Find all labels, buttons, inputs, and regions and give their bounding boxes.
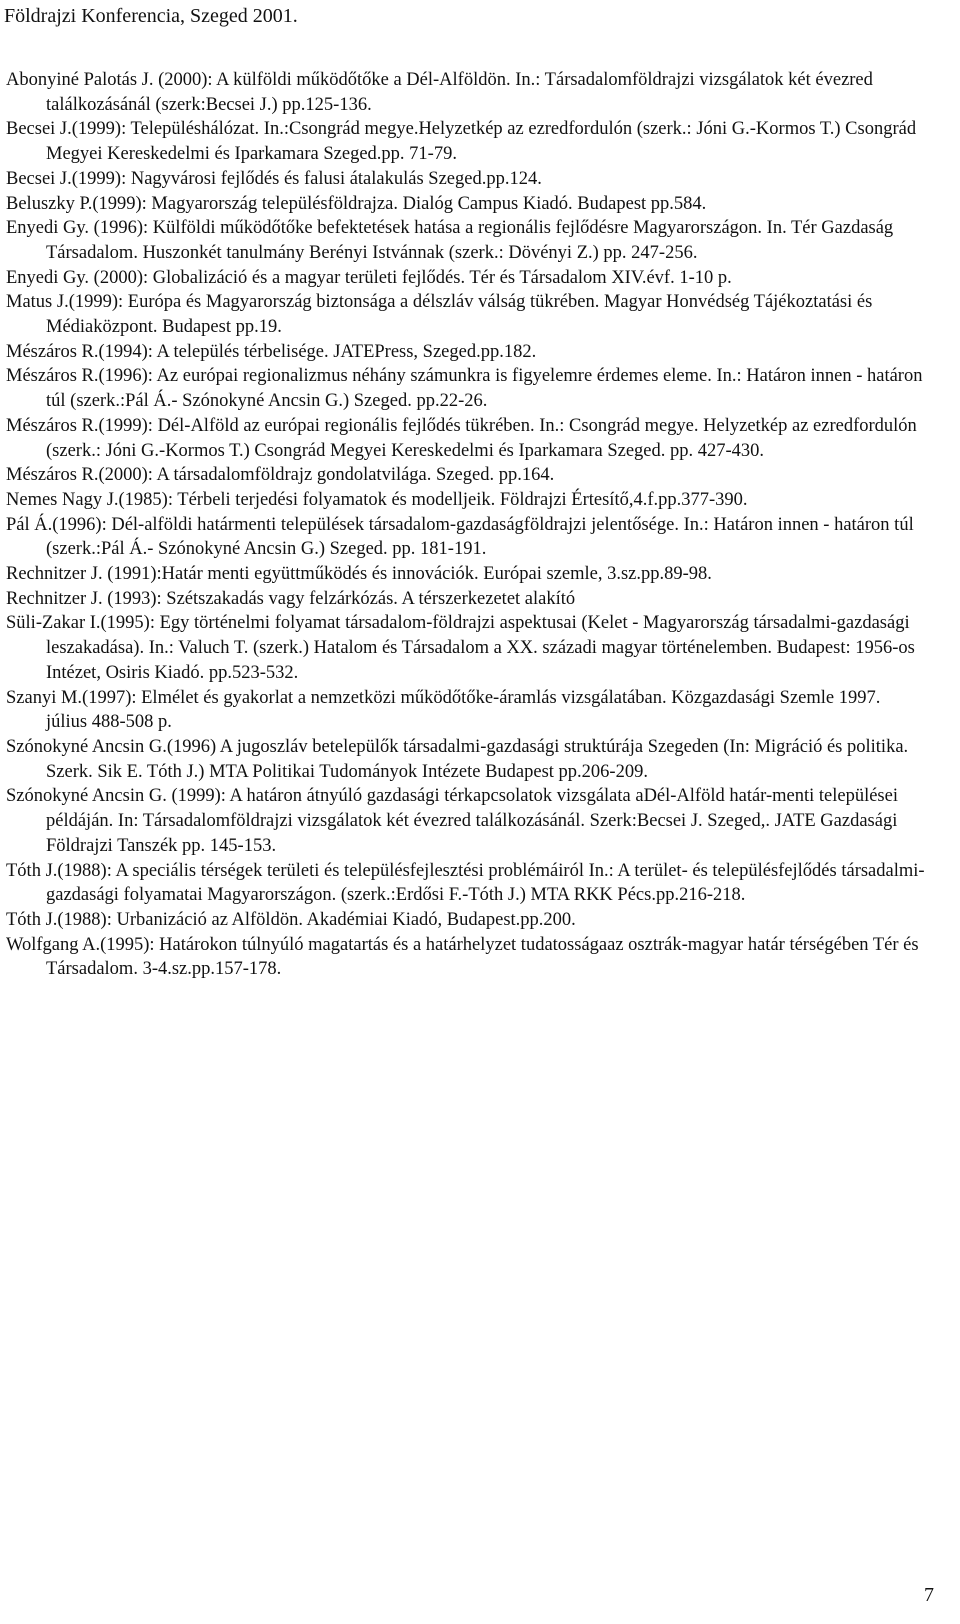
reference-item: Rechnitzer J. (1993): Szétszakadás vagy felzárkózás. A térszerkezetet alakító (6, 588, 576, 609)
reference-item: Mészáros R.(1996): Az európai regionalizmus néhány számunkra is figyelemre érdemes eleme. In.: Határon innen - határon túl (szerk.:Pál Á.- Szónokyné Ancsin G.) Szeged. pp.22-26. (6, 366, 923, 412)
reference-item: Mészáros R.(1994): A település térbelisége. JATEPress, Szeged.pp.182. (6, 341, 537, 362)
page-number: 7 (924, 1584, 934, 1606)
reference-item: Becsei J.(1999): Nagyvárosi fejlődés és falusi átalakulás Szeged.pp.124. (6, 168, 542, 189)
reference-item: Rechnitzer J. (1991):Határ menti együttműködés és innovációk. Európai szemle, 3.sz.pp.89-98. (6, 564, 712, 585)
reference-item: Mészáros R.(1999): Dél-Alföld az európai regionális fejlődés tükrében. In.: Csongrád megye. Helyzetkép az ezredfordulón (szerk.: Jóni G.-Kormos T.) Csongrád Megyei Kereskedelmi és Iparkamara Szeged. pp. 427-430. (6, 415, 917, 461)
reference-item: Tóth J.(1988): A speciális térségek területi és településfejlesztési problémáiról In.: A terület- és településfejlődés társadalmi-gazdasági folyamatai Magyarországon. (szerk.:Erdősi F.-Tóth J.) MTA RKK Pécs.pp.216-218. (6, 860, 925, 906)
reference-item: Matus J.(1999): Európa és Magyarország biztonsága a délszláv válság tükrében. Magyar Honvédség Tájékoztatási és Médiaközpont. Budapest pp.19. (6, 292, 873, 338)
reference-item: Tóth J.(1988): Urbanizáció az Alföldön. Akadémiai Kiadó, Budapest.pp.200. (6, 909, 576, 930)
reference-item: Szónokyné Ancsin G. (1999): A határon átnyúló gazdasági térkapcsolatok vizsgálata aDél-Alföld határ-menti települései példáján. In: Társadalomföldrajzi vizsgálatok két évezred találkozásánál. Szerk:Becsei J. Szeged,. JATE Gazdasági Földrajzi Tanszék pp. 145-153. (6, 786, 898, 856)
page-header: Földrajzi Konferencia, Szeged 2001. (4, 5, 298, 27)
reference-item: Becsei J.(1999): Településhálózat. In.:Csongrád megye.Helyzetkép az ezredfordulón (szerk.: Jóni G.-Kormos T.) Csongrád Megyei Kereskedelmi és Iparkamara Szeged.pp. 71-79. (6, 119, 917, 165)
reference-list (6, 68, 926, 982)
reference-item: Enyedi Gy. (1996): Külföldi működőtőke befektetések hatása a regionális fejlődésre Magyarországon. In. Tér Gazdaság Társadalom. Huszonkét tanulmány Berényi Istvánnak (szerk.: Dövényi Z.) pp. 247-256. (6, 218, 894, 263)
reference-item: Wolfgang A.(1995): Határokon túlnyúló magatartás és a határhelyzet tudatosságaaz osztrák-magyar határ térségében Tér és Társadalom. 3-4.sz.pp.157-178. (6, 934, 919, 980)
reference-item: Pál Á.(1996): Dél-alföldi határmenti települések társadalom-gazdaságföldrajzi jelentősége. In.: Határon innen - határon túl (szerk.:Pál Á.- Szónokyné Ancsin G.) Szeged. pp. 181-191. (6, 514, 914, 560)
reference-item: Enyedi Gy. (2000): Globalizáció és a magyar területi fejlődés. Tér és Társadalom XIV.évf. 1-10 p. (6, 267, 732, 288)
reference-item: Beluszky P.(1999): Magyarország településföldrajza. Dialóg Campus Kiadó. Budapest pp.584. (6, 193, 707, 214)
reference-item: Szónokyné Ancsin G.(1996) A jugoszláv betelepülők társadalmi-gazdasági struktúrája Szegeden (In: Migráció és politika. Szerk. Sik E. Tóth J.) MTA Politikai Tudományok Intézete Budapest pp.206-209. (6, 736, 909, 782)
reference-item: Mészáros R.(2000): A társadalomföldrajz gondolatvilága. Szeged. pp.164. (6, 465, 555, 486)
reference-item: Nemes Nagy J.(1985): Térbeli terjedési folyamatok és modelljeik. Földrajzi Értesítő,4.f.pp.377-390. (6, 489, 748, 510)
reference-item: Abonyiné Palotás J. (2000): A külföldi működőtőke a Dél-Alföldön. In.: Társadalomföldrajzi vizsgálatok két évezred találkozásánál (szerk:Becsei J.) pp.125-136. (6, 70, 873, 115)
reference-item: Szanyi M.(1997): Elmélet és gyakorlat a nemzetközi működőtőke-áramlás vizsgálatában. Közgazdasági Szemle 1997. július 488-508 p. (6, 687, 881, 733)
reference-item: Süli-Zakar I.(1995): Egy történelmi folyamat társadalom-földrajzi aspektusai (Kelet - Magyarország társadalmi-gazdasági leszakadása). In.: Valuch T. (szerk.) Hatalom és Társadalom a XX. századi magyar történelemben. Budapest: 1956-os Intézet, Osiris Kiadó. pp.523-532. (6, 613, 915, 683)
